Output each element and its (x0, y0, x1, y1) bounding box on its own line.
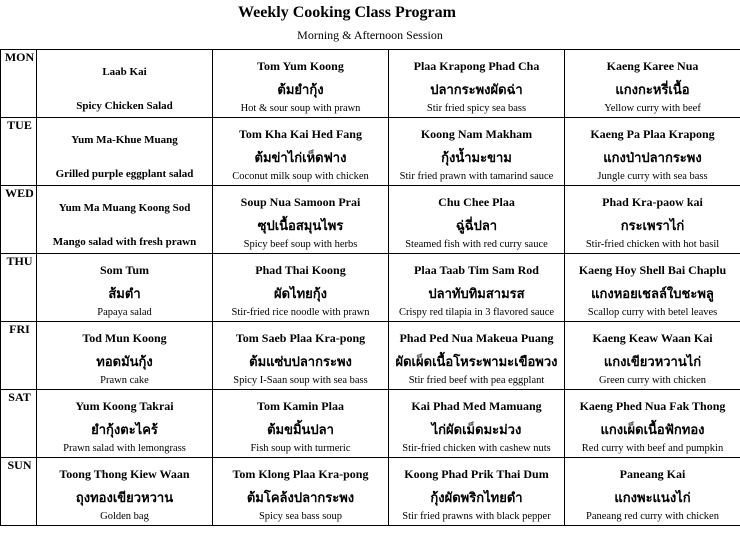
dish-description: Red curry with beef and pumpkin (581, 443, 724, 454)
dish-name-en: Phad Thai Koong (255, 263, 346, 277)
dish-description: Steamed fish with red curry sauce (405, 239, 548, 250)
dish-name-th: แกงกะหรี่เนื้อ (615, 83, 690, 98)
dish-cell (213, 186, 389, 254)
dish-name-th: ส้มตำ (108, 287, 141, 302)
dish-description: Green curry with chicken (599, 375, 706, 386)
dish-cell (565, 50, 740, 118)
day-cell (1, 186, 37, 254)
dish-name-th: ผัดเผ็ดเนื้อโหระพามะเขือพวง (395, 355, 558, 370)
dish-description: Fish soup with turmeric (250, 443, 351, 454)
dish-name-en: Tom Yum Koong (257, 59, 344, 73)
dish-description: Papaya salad (97, 307, 152, 318)
dish-name-en: Soup Nua Samoon Prai (240, 195, 361, 209)
dish-name-en: Tom Saeb Plaa Kra-pong (235, 331, 366, 345)
dish-description: Jungle curry with sea bass (597, 171, 708, 182)
dish-description: Stir fried beef with pea eggplant (408, 375, 545, 386)
dish-name-th: ถุงทองเขียวหวาน (75, 491, 174, 506)
dish-cell (389, 458, 565, 526)
dish-description: Stir fried spicy sea bass (426, 103, 527, 114)
dish-description: Stir-fried chicken with cashew nuts (402, 443, 551, 454)
day-cell (1, 118, 37, 186)
dish-description: Crispy red tilapia in 3 flavored sauce (398, 307, 555, 318)
day-cell (1, 458, 37, 526)
dish-cell (37, 458, 213, 526)
dish-name-th: แกงเผ็ดเนื้อฟักทอง (600, 423, 705, 438)
day-label: THU (6, 254, 33, 268)
dish-cell (37, 254, 213, 322)
dish-name-en: Tom Kamin Plaa (257, 399, 344, 413)
dish-cell (565, 186, 740, 254)
day-cell (1, 322, 37, 390)
dish-cell (37, 50, 213, 118)
dish-name-th: แกงหอยเชลล์ใบชะพลู (591, 287, 714, 302)
dish-cell (389, 186, 565, 254)
dish-name-en: Yum Ma-Khue Muang (71, 134, 178, 146)
dish-description: Paneang red curry with chicken (586, 511, 719, 522)
dish-cell (389, 50, 565, 118)
dish-cell (389, 322, 565, 390)
dish-name-en: Kai Phad Med Mamuang (411, 399, 542, 413)
dish-name-en: Paneang Kai (619, 467, 686, 481)
dish-name-en: Kaeng Hoy Shell Bai Chaplu (578, 263, 727, 277)
dish-name-th: ฉู่ฉี่ปลา (455, 219, 498, 234)
dish-cell (389, 118, 565, 186)
dish-cell (565, 118, 740, 186)
dish-name-en: Kaeng Phed Nua Fak Thong (579, 399, 726, 413)
dish-name-th: แกงพะแนงไก่ (614, 491, 691, 506)
dish-cell (213, 118, 389, 186)
dish-name-th: กุ้งผัดพริกไทยดำ (430, 491, 523, 506)
dish-cell (37, 118, 213, 186)
dish-description: Stir fried prawns with black pepper (402, 511, 551, 522)
dish-name-en: Phad Kra-paow kai (602, 195, 703, 209)
dish-name-th: แกงป่าปลากระพง (603, 151, 702, 166)
table-row (1, 50, 740, 118)
dish-cell (213, 390, 389, 458)
dish-name-en: Chu Chee Plaa (438, 195, 515, 209)
dish-name-en: Kaeng Karee Nua (606, 59, 699, 73)
dish-name-th: ยำกุ้งตะไคร้ (91, 423, 158, 438)
schedule-body (1, 50, 740, 526)
dish-cell (565, 322, 740, 390)
dish-name-en: Kaeng Keaw Waan Kai (592, 331, 713, 345)
day-cell (1, 254, 37, 322)
dish-cell (213, 254, 389, 322)
dish-cell (37, 186, 213, 254)
dish-name-th: ผัดไทยกุ้ง (273, 287, 327, 302)
page-subtitle: Morning & Afternoon Session (297, 28, 443, 42)
table-row (1, 254, 740, 322)
dish-description: Spicy sea bass soup (258, 511, 343, 522)
dish-name-th: ซุปเนื้อสมุนไพร (257, 219, 344, 234)
table-row (1, 390, 740, 458)
dish-cell (37, 390, 213, 458)
dish-description: Yellow curry with beef (604, 103, 701, 114)
dish-cell (565, 254, 740, 322)
dish-name-th: ไก่ผัดเม็ดมะม่วง (431, 423, 522, 438)
page-title: Weekly Cooking Class Program (238, 4, 456, 21)
dish-name-en: Laab Kai (102, 66, 147, 78)
dish-description: Stir fried prawn with tamarind sauce (399, 171, 554, 182)
table-row (1, 322, 740, 390)
dish-name-th: ต้มยำกุ้ง (277, 83, 324, 98)
dish-name-en: Som Tum (99, 263, 150, 277)
dish-name-th: แกงเขียวหวานไก่ (603, 355, 702, 370)
dish-name-en: Tom Klong Plaa Kra-pong (232, 467, 369, 481)
table-row (1, 186, 740, 254)
dish-name-en: Koong Phad Prik Thai Dum (404, 467, 549, 481)
dish-cell (37, 322, 213, 390)
dish-description: Scallop curry with betel leaves (587, 307, 718, 318)
day-cell (1, 50, 37, 118)
dish-name-en: Yum Koong Takrai (75, 399, 174, 413)
dish-name-th: ปลาทับทิมสามรส (428, 287, 525, 302)
dish-description: Golden bag (100, 511, 149, 522)
dish-description: Stir-fried rice noodle with prawn (231, 307, 370, 318)
dish-description: Hot & sour soup with prawn (240, 103, 361, 114)
dish-name-th: กระเพราไก่ (620, 219, 685, 234)
table-row (1, 458, 740, 526)
dish-name-th: ต้มข่าไก่เห็ดฟาง (254, 151, 347, 166)
dish-name-th: ต้มโคล้งปลากระพง (246, 491, 355, 506)
dish-name-th: กุ้งน้ำมะขาม (441, 151, 512, 166)
dish-name-en: Tom Kha Kai Hed Fang (239, 127, 362, 141)
day-label: SAT (8, 390, 31, 404)
dish-name-th: ปลากระพงผัดฉ่า (430, 83, 523, 98)
dish-description: Grilled purple eggplant salad (55, 168, 194, 180)
dish-cell (389, 390, 565, 458)
dish-description: Coconut milk soup with chicken (232, 171, 369, 182)
day-label: TUE (7, 118, 32, 132)
dish-name-en: Plaa Krapong Phad Cha (413, 59, 540, 73)
dish-name-en: Plaa Taab Tim Sam Rod (414, 263, 539, 277)
dish-name-en: Phad Ped Nua Makeua Puang (399, 331, 554, 345)
dish-name-th: ทอดมันกุ้ง (96, 355, 153, 370)
dish-name-th: ต้มแซ่บปลากระพง (249, 355, 352, 370)
dish-description: Spicy I-Saan soup with sea bass (233, 375, 368, 386)
dish-description: Spicy beef soup with herbs (243, 239, 358, 250)
day-label: MON (4, 50, 35, 64)
dish-name-en: Toong Thong Kiew Waan (59, 467, 190, 481)
dish-cell (213, 322, 389, 390)
dish-description: Prawn salad with lemongrass (63, 443, 186, 454)
dish-description: Spicy Chicken Salad (76, 100, 173, 112)
dish-description: Mango salad with fresh prawn (52, 236, 197, 248)
dish-description: Prawn cake (100, 375, 149, 386)
day-label: FRI (9, 322, 30, 336)
day-label: SUN (7, 458, 32, 472)
dish-cell (389, 254, 565, 322)
dish-cell (213, 50, 389, 118)
dish-name-en: Kaeng Pa Plaa Krapong (590, 127, 715, 141)
dish-name-en: Koong Nam Makham (420, 127, 533, 141)
table-row (1, 118, 740, 186)
dish-cell (213, 458, 389, 526)
day-cell (1, 390, 37, 458)
schedule-table (0, 49, 740, 526)
day-label: WED (5, 186, 34, 200)
dish-name-en: Yum Ma Muang Koong Sod (58, 202, 191, 214)
dish-name-th: ต้มขมิ้นปลา (267, 423, 334, 438)
dish-name-en: Tod Mun Koong (82, 331, 167, 345)
dish-cell (565, 390, 740, 458)
dish-cell (565, 458, 740, 526)
dish-description: Stir-fried chicken with hot basil (585, 239, 720, 250)
